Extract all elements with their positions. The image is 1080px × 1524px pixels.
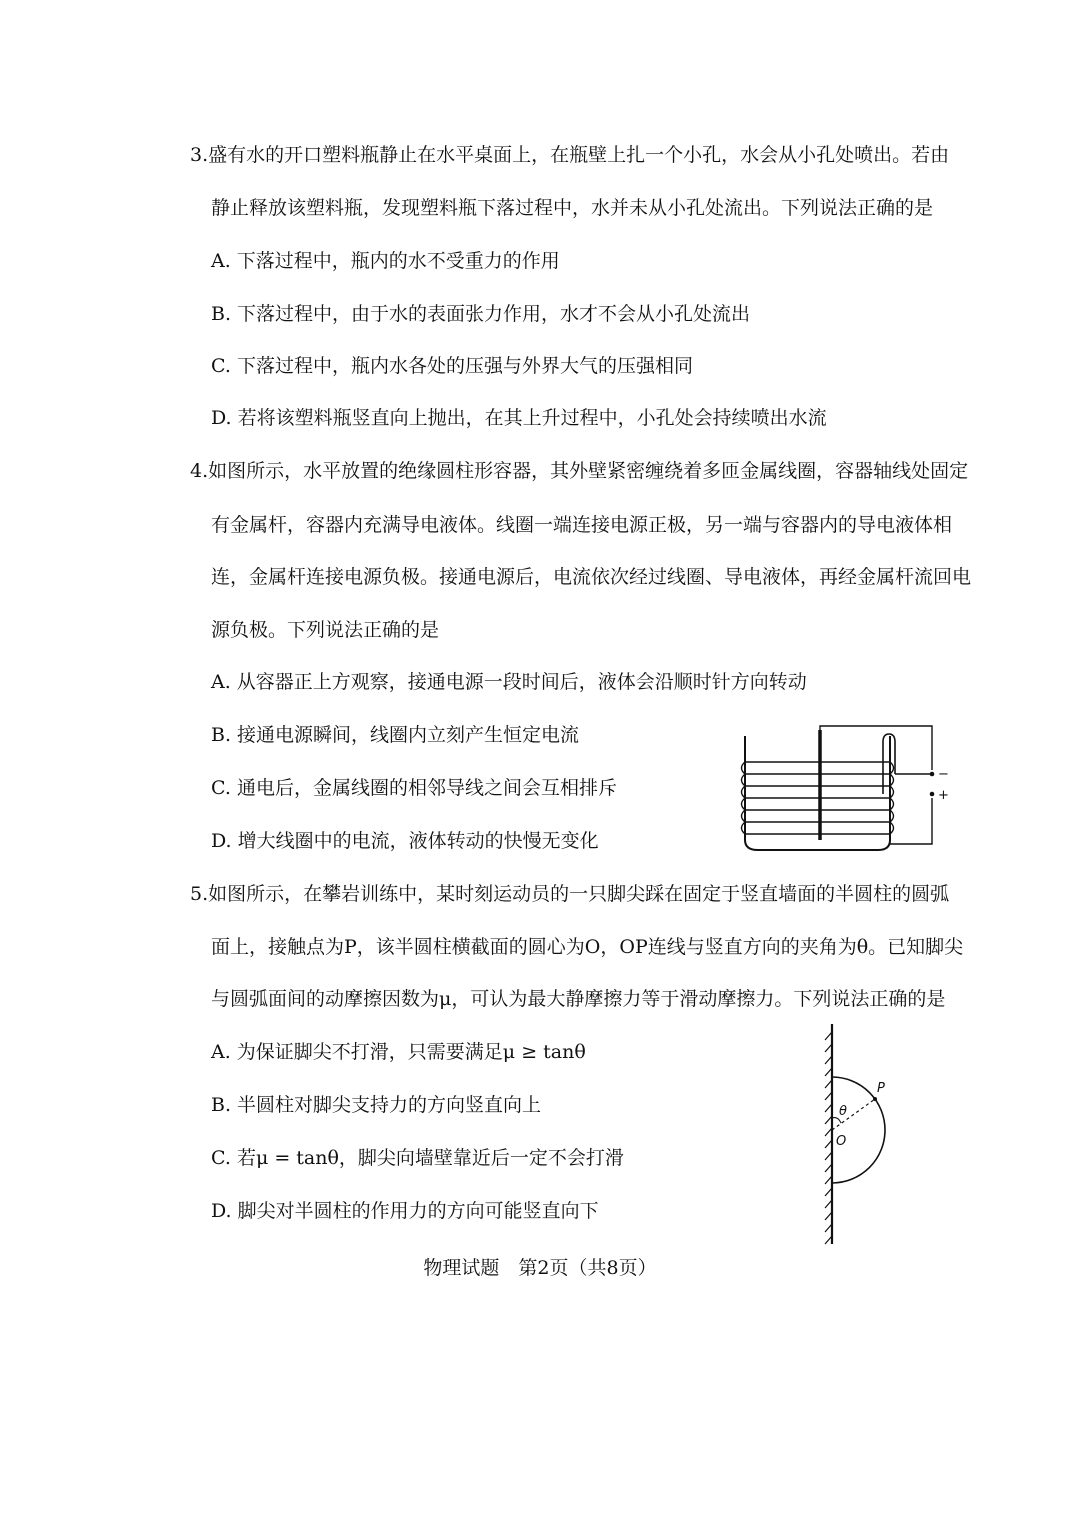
- label-theta: θ: [839, 1104, 847, 1119]
- coil-turns: [742, 762, 894, 834]
- q5-stem-line-3: 与圆弧面间的动摩擦因数为μ，可认为最大静摩擦力等于滑动摩擦力。下列说法正确的是: [211, 988, 946, 1010]
- q3-option-d: D. 若将该塑料瓶竖直向上抛出，在其上升过程中，小孔处会持续喷出水流: [211, 407, 827, 429]
- q4-stem-line-4: 源负极。下列说法正确的是: [211, 619, 440, 641]
- q4-number: 4.: [190, 460, 209, 482]
- q5-stem-line-1: 5.如图所示，在攀岩训练中，某时刻运动员的一只脚尖踩在固定于竖直墙面的半圆柱的圆弧: [190, 883, 950, 905]
- label-p: P: [877, 1081, 885, 1096]
- page-footer: 物理试题 第2页（共8页）: [423, 1257, 657, 1279]
- q3-stem-line-1: 3.盛有水的开口塑料瓶静止在水平桌面上，在瓶壁上扎一个小孔，水会从小孔处喷出。若由: [190, 144, 950, 166]
- q5-option-a: A. 为保证脚尖不打滑，只需要满足μ ≥ tanθ: [211, 1041, 586, 1063]
- q4-option-b: B. 接通电源瞬间，线圈内立刻产生恒定电流: [211, 724, 580, 746]
- negative-wire: [820, 726, 932, 770]
- q4-stem-line-3: 连，金属杆连接电源负极。接通电源后，电流依次经过线圈、导电液体，再经金属杆流回电: [211, 566, 972, 588]
- point-p-dot: [873, 1097, 877, 1101]
- q4-option-a: A. 从容器正上方观察，接通电源一段时间后，液体会沿顺时针方向转动: [211, 671, 807, 693]
- q3-option-a: A. 下落过程中，瓶内的水不受重力的作用: [211, 250, 560, 272]
- q3-stem-line-2: 静止释放该塑料瓶，发现塑料瓶下落过程中，水并未从小孔处流出。下列说法正确的是: [211, 197, 934, 219]
- label-o: O: [836, 1134, 847, 1149]
- q5-option-b: B. 半圆柱对脚尖支持力的方向竖直向上: [211, 1094, 542, 1116]
- q3-option-b: B. 下落过程中，由于水的表面张力作用，水才不会从小孔处流出: [211, 303, 751, 325]
- q5-stem-line-2: 面上，接触点为P，该半圆柱横截面的圆心为O，OP连线与竖直方向的夹角为θ。已知脚尖: [211, 936, 964, 958]
- q5-option-d: D. 脚尖对半圆柱的作用力的方向可能竖直向下: [211, 1200, 599, 1222]
- q4-coil-figure: [728, 722, 958, 860]
- container-bottom: [745, 840, 890, 850]
- q5-option-c: C. 若μ = tanθ，脚尖向墙壁靠近后一定不会打滑: [211, 1147, 624, 1169]
- positive-terminal: [930, 792, 935, 797]
- q5-half-cylinder-figure: [812, 1022, 902, 1247]
- minus-sign: −: [938, 767, 949, 782]
- q3-option-c: C. 下落过程中，瓶内水各处的压强与外界大气的压强相同: [211, 355, 693, 377]
- q4-option-c: C. 通电后，金属线圈的相邻导线之间会互相排斥: [211, 777, 617, 799]
- q4-stem-line-1: 4.如图所示，水平放置的绝缘圆柱形容器，其外壁紧密缠绕着多匝金属线圈，容器轴线处固定: [190, 460, 969, 482]
- q3-number: 3.: [190, 144, 209, 166]
- positive-wire: [890, 798, 932, 844]
- negative-terminal: [930, 772, 935, 777]
- q4-stem-line-2: 有金属杆，容器内充满导电液体。线圈一端连接电源正极，另一端与容器内的导电液体相: [211, 514, 953, 536]
- q5-number: 5.: [190, 883, 209, 905]
- q4-option-d: D. 增大线圈中的电流，液体转动的快慢无变化: [211, 830, 599, 852]
- plus-sign: +: [938, 788, 949, 803]
